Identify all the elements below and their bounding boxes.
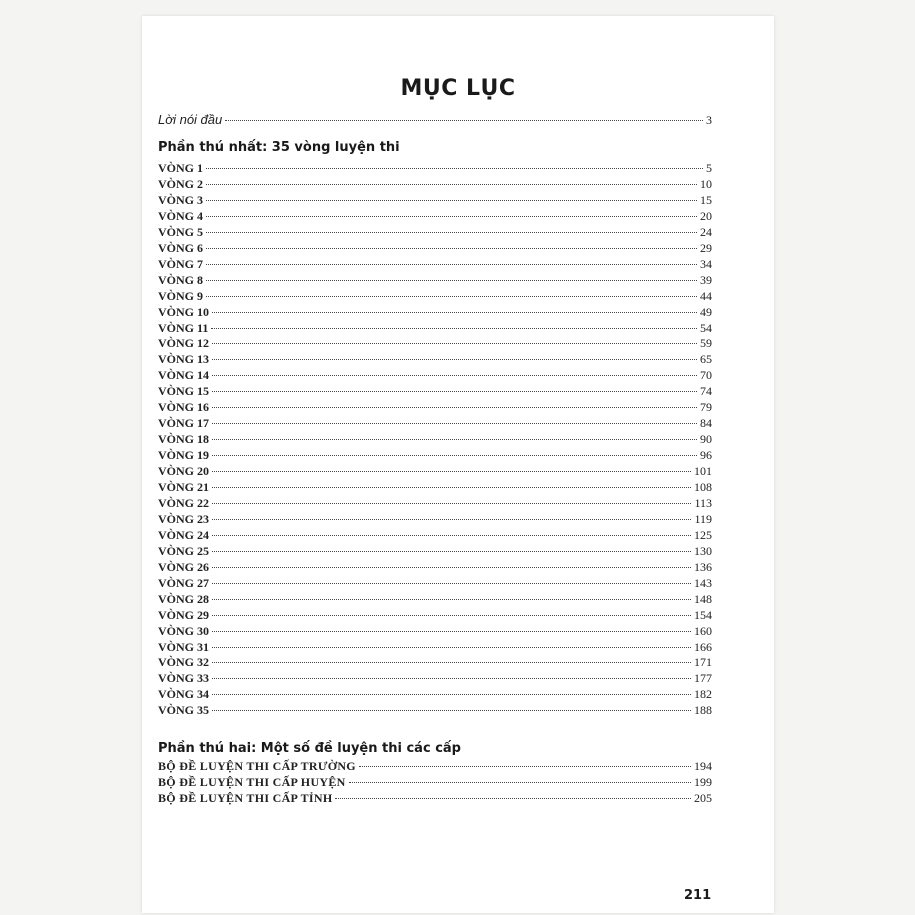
toc-entry[interactable] [158,368,712,384]
dot-leader [212,551,691,552]
page-number: 211 [684,888,712,903]
dot-leader [206,264,697,265]
toc-entry-label: VÒNG 7 [158,256,203,271]
toc-entry-page: 24 [700,224,712,239]
toc-entry[interactable] [158,305,712,321]
toc-entry-label: BỘ ĐỀ LUYỆN THI CẤP HUYỆN [158,775,346,789]
toc-entry-label: VÒNG 19 [158,448,209,463]
dot-leader [212,312,697,313]
dot-leader [212,631,691,632]
toc-entry-label: VÒNG 23 [158,511,209,526]
toc-entry-label: VÒNG 17 [158,416,209,431]
dot-leader [212,519,691,520]
dot-leader [225,120,703,121]
dot-leader [212,455,697,456]
dot-leader [212,678,691,679]
toc-entry-page: 34 [700,256,712,271]
toc-entry-page: 84 [700,416,712,431]
toc-entry-page: 59 [700,336,712,351]
dot-leader [212,471,691,472]
toc-entry-page: 143 [694,575,712,590]
toc-entry[interactable] [158,448,712,464]
toc-entry[interactable] [158,687,712,703]
toc-entry[interactable] [158,624,712,640]
toc-entry-label: VÒNG 11 [158,320,209,335]
toc-entry[interactable] [158,384,712,400]
toc-entry-page: 119 [694,511,712,526]
dot-leader [212,391,697,392]
toc-entry-page: 194 [694,759,712,773]
toc-entry-page: 70 [700,368,712,383]
dot-leader [212,535,691,536]
toc-entry-page: 148 [694,591,712,606]
toc-entry-page: 177 [694,671,712,686]
toc-entry-page: 130 [694,543,712,558]
toc-entry-page: 3 [706,113,712,127]
dot-leader [212,710,691,711]
dot-leader [212,375,697,376]
toc-entry-label: VÒNG 2 [158,176,203,191]
toc-entry[interactable] [158,608,712,624]
toc-entry[interactable] [158,161,712,177]
dot-leader [206,168,703,169]
dot-leader [349,782,691,783]
dot-leader [206,200,697,201]
toc-entry-page: 79 [700,400,712,415]
toc-entry[interactable] [158,241,712,257]
toc-entry-page: 65 [700,352,712,367]
toc-entry[interactable] [158,576,712,592]
toc-entry[interactable] [158,352,712,368]
toc-entry[interactable] [158,289,712,305]
toc-entry[interactable] [158,432,712,448]
toc-entry-label: VÒNG 15 [158,384,209,399]
dot-leader [206,216,697,217]
toc-entry-page: 10 [700,176,712,191]
dot-leader [206,280,697,281]
toc-entry-page: 125 [694,527,712,542]
toc-entry-label: VÒNG 34 [158,687,209,702]
toc-entry-label: VÒNG 12 [158,336,209,351]
toc-entry[interactable] [158,257,712,273]
toc-entry-label: VÒNG 8 [158,272,203,287]
toc-entry[interactable] [158,671,712,687]
toc-entry[interactable] [158,703,712,719]
toc-entry-page: 188 [694,703,712,718]
toc-entry-page: 154 [694,607,712,622]
toc-entry-page: 205 [694,791,712,805]
toc-entry-label: VÒNG 26 [158,559,209,574]
toc-entry[interactable] [158,640,712,656]
dot-leader [206,296,697,297]
dot-leader [212,647,691,648]
toc-entry-label: VÒNG 16 [158,400,209,415]
toc-entry[interactable] [158,560,712,576]
toc-entry-label: VÒNG 4 [158,208,203,223]
dot-leader [212,503,691,504]
toc-entry-page: 199 [694,775,712,789]
toc-entry-label: VÒNG 22 [158,495,209,510]
dot-leader [212,343,697,344]
book-page [142,16,774,913]
toc-entry-label: VÒNG 33 [158,671,209,686]
dot-leader [212,694,691,695]
toc-entry[interactable] [158,321,712,337]
dot-leader [212,567,691,568]
toc-entry[interactable] [158,193,712,209]
dot-leader [335,798,691,799]
toc-entry-label: VÒNG 3 [158,192,203,207]
toc-entry-page: 136 [694,559,712,574]
toc-entry[interactable] [158,791,712,806]
toc-entry-label: VÒNG 29 [158,607,209,622]
toc-entry-label: VÒNG 5 [158,224,203,239]
toc-entry-label: VÒNG 1 [158,161,203,175]
toc-entry-label: VÒNG 21 [158,480,209,494]
dot-leader [212,439,697,440]
toc-entry-page: 15 [700,192,712,207]
toc-entry-page: 108 [694,480,712,494]
part2-heading: Phần thú hai: Một số đề luyện thi các cấp [158,741,461,756]
dot-leader [206,232,697,233]
toc-entry-page: 166 [694,639,712,654]
toc-entry[interactable] [158,528,712,544]
toc-entry-label: VÒNG 24 [158,527,209,542]
toc-entry-page: 44 [700,288,712,303]
toc-entry-label: BỘ ĐỀ LUYỆN THI CẤP TỈNH [158,791,333,805]
toc-entry[interactable] [158,336,712,352]
dot-leader [212,662,691,663]
toc-entry[interactable] [158,464,712,480]
toc-entry[interactable] [158,592,712,608]
dot-leader [212,359,697,360]
toc-entry-page: 29 [700,240,712,255]
toc-entry[interactable] [158,416,712,432]
toc-entry-label: VÒNG 31 [158,639,209,654]
toc-entry-page: 113 [694,495,712,510]
toc-entry-page: 96 [700,448,712,463]
dot-leader [212,615,691,616]
toc-entry-label: VÒNG 35 [158,703,209,718]
toc-entry-label: VÒNG 10 [158,304,209,319]
toc-entry[interactable] [158,512,712,528]
dot-leader [206,248,697,249]
toc-entry-page: 74 [700,384,712,399]
dot-leader [212,423,697,424]
part1-heading: Phần thú nhất: 35 vòng luyện thi [158,140,400,155]
toc-entry-label: VÒNG 14 [158,368,209,383]
toc-entry-page: 160 [694,623,712,638]
toc-entry-page: 101 [694,464,712,479]
toc-entry[interactable] [158,480,712,496]
toc-entry-label: VÒNG 25 [158,543,209,558]
toc-entry[interactable] [158,655,712,671]
toc-entry-page: 90 [700,432,712,447]
dot-leader [212,487,691,488]
toc-entry-label: VÒNG 32 [158,655,209,670]
dot-leader [212,407,697,408]
toc-entry-page: 20 [700,208,712,223]
toc-entry-page: 49 [700,304,712,319]
dot-leader [359,766,691,767]
toc-entry[interactable] [158,209,712,225]
toc-entry-label: BỘ ĐỀ LUYỆN THI CẤP TRƯỜNG [158,759,356,773]
dot-leader [212,599,691,600]
dot-leader [211,328,697,329]
toc-entry[interactable] [158,273,712,289]
dot-leader [212,583,691,584]
toc-entry[interactable] [158,496,712,512]
toc-entry-label: VÒNG 30 [158,623,209,638]
toc-entry-page: 182 [694,687,712,702]
toc-entry[interactable] [158,225,712,241]
toc-entry-page: 54 [700,320,712,335]
toc-entry[interactable] [158,177,712,193]
dot-leader [206,184,697,185]
toc-entry-label: VÒNG 20 [158,464,209,479]
toc-entry[interactable] [158,400,712,416]
toc-entry-label: VÒNG 13 [158,352,209,367]
toc-entry-intro[interactable] [158,112,712,128]
toc-entry-page: 39 [700,272,712,287]
toc-entry[interactable] [158,544,712,560]
toc-entry-label: VÒNG 18 [158,432,209,447]
toc-entry[interactable] [158,759,712,774]
toc-entry[interactable] [158,775,712,790]
toc-entry-label: VÒNG 27 [158,575,209,590]
toc-entry-page: 5 [706,161,712,175]
toc-entry-label: VÒNG 6 [158,240,203,255]
page-title: MỤC LỤC [400,76,516,101]
toc-entry-label: VÒNG 28 [158,591,209,606]
toc-entry-label: Lời nói đầu [158,112,223,127]
toc-entry-label: VÒNG 9 [158,288,203,303]
toc-entry-page: 171 [694,655,712,670]
